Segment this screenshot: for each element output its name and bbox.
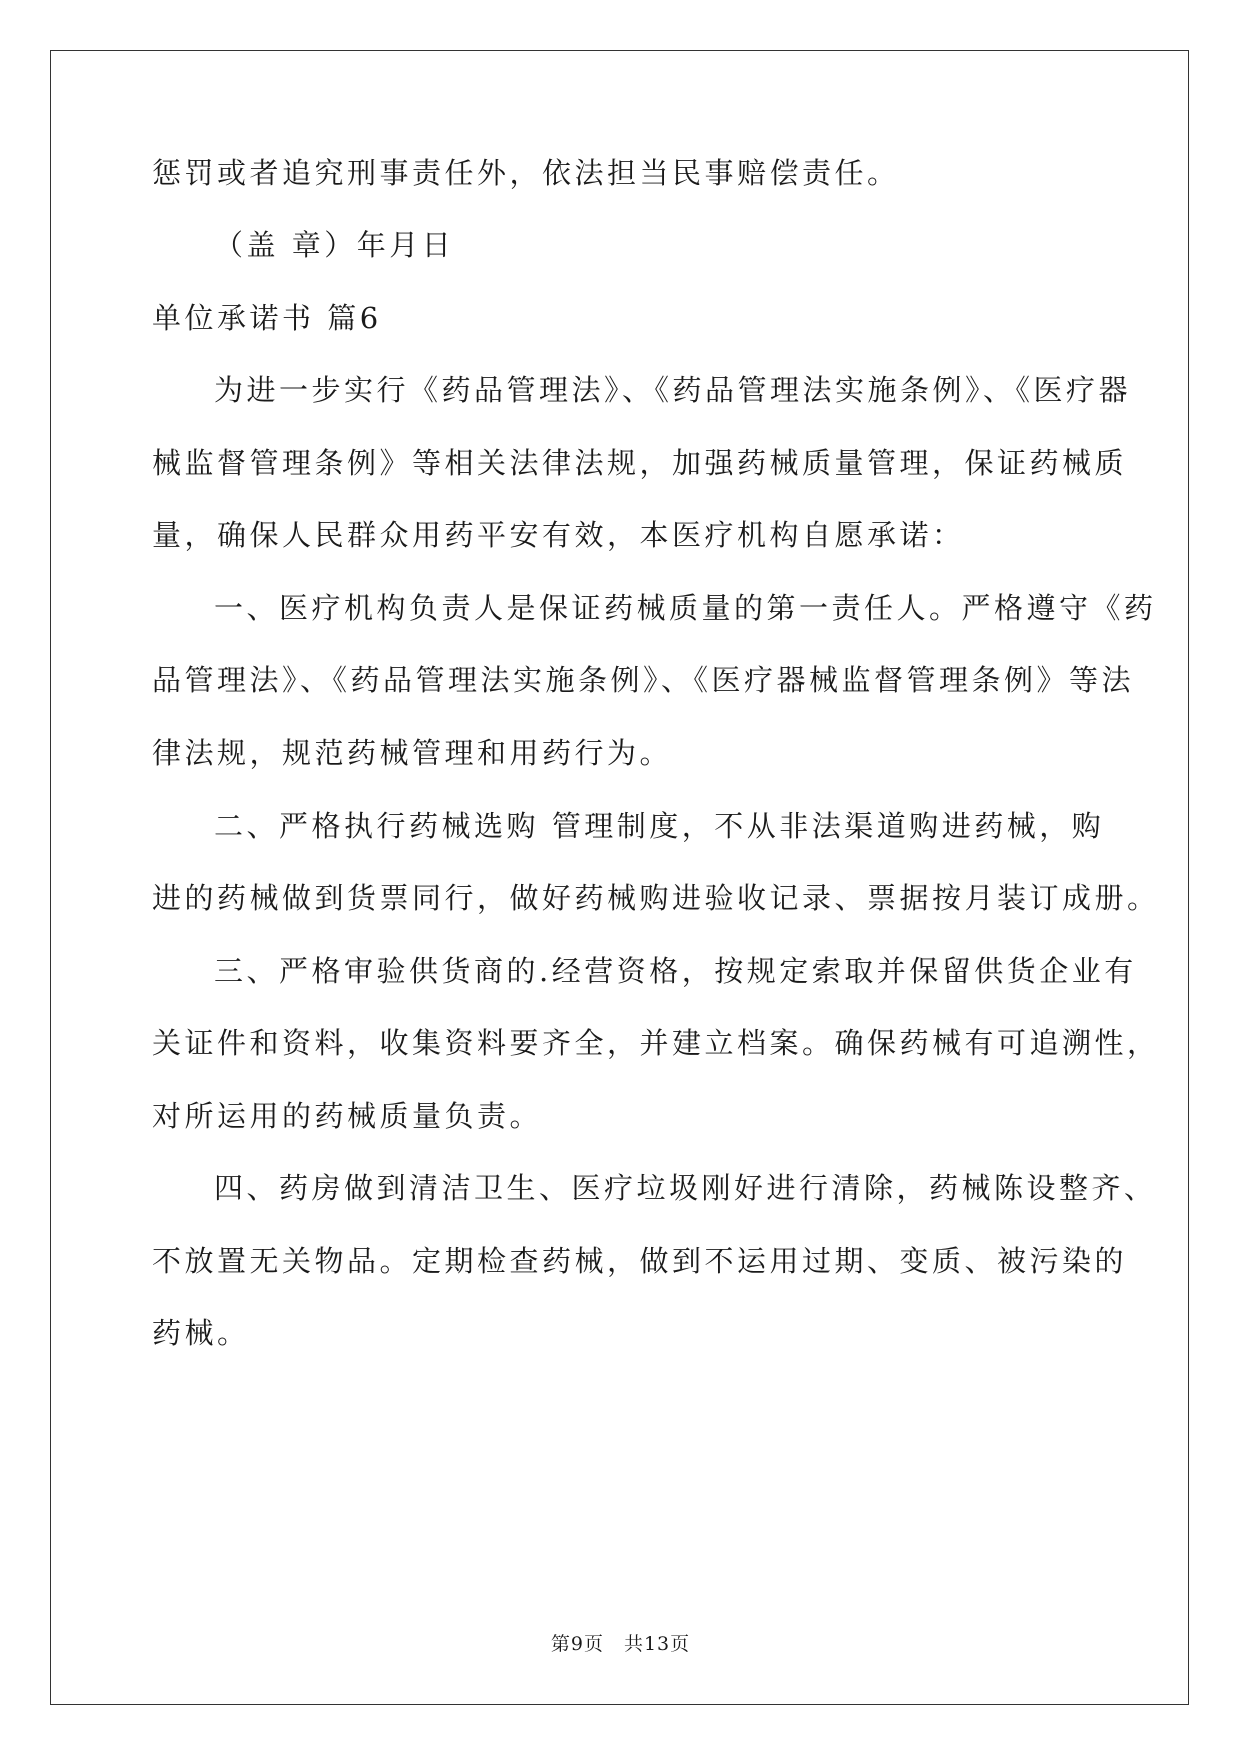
text-line: 关证件和资料，收集资料要齐全，并建立档案。确保药械有可追溯性， <box>152 1026 1160 1060</box>
text-line: 进的药械做到货票同行，做好药械购进验收记录、票据按月装订成册。 <box>152 881 1160 915</box>
text-line: 械监督管理条例》等相关法律法规，加强药械质量管理，保证药械质 <box>152 446 1128 480</box>
text-line: 量，确保人民群众用药平安有效，本医疗机构自愿承诺： <box>152 518 965 552</box>
text-line: 惩罚或者追究刑事责任外，依法担当民事赔偿责任。 <box>152 156 900 190</box>
page-number: 第9页 共13页 <box>550 1633 691 1655</box>
text-line: 三、严格审验供货商的.经营资格，按规定索取并保留供货企业有 <box>214 954 1137 988</box>
text-line: 为进一步实行《药品管理法》、《药品管理法实施条例》、《医疗器 <box>214 373 1132 407</box>
text-line: 不放置无关物品。定期检查药械，做到不运用过期、变质、被污染的 <box>152 1244 1128 1278</box>
text-line: 四、药房做到清洁卫生、医疗垃圾刚好进行清除，药械陈设整齐、 <box>214 1171 1157 1205</box>
text-line: 二、严格执行药械选购 管理制度，不从非法渠道购进药械，购 <box>214 809 1105 843</box>
text-line: 对所运用的药械质量负责。 <box>152 1099 543 1133</box>
text-line: 一、医疗机构负责人是保证药械质量的第一责任人。严格遵守《药 <box>214 591 1157 625</box>
text-line: 律法规，规范药械管理和用药行为。 <box>152 736 673 770</box>
text-line: 品管理法》、《药品管理法实施条例》、《医疗器械监督管理条例》等法 <box>152 663 1135 697</box>
section-heading: 单位承诺书 篇6 <box>152 301 382 335</box>
text-line: 药械。 <box>152 1316 250 1350</box>
seal-date-line: （盖 章）年月日 <box>214 228 455 262</box>
